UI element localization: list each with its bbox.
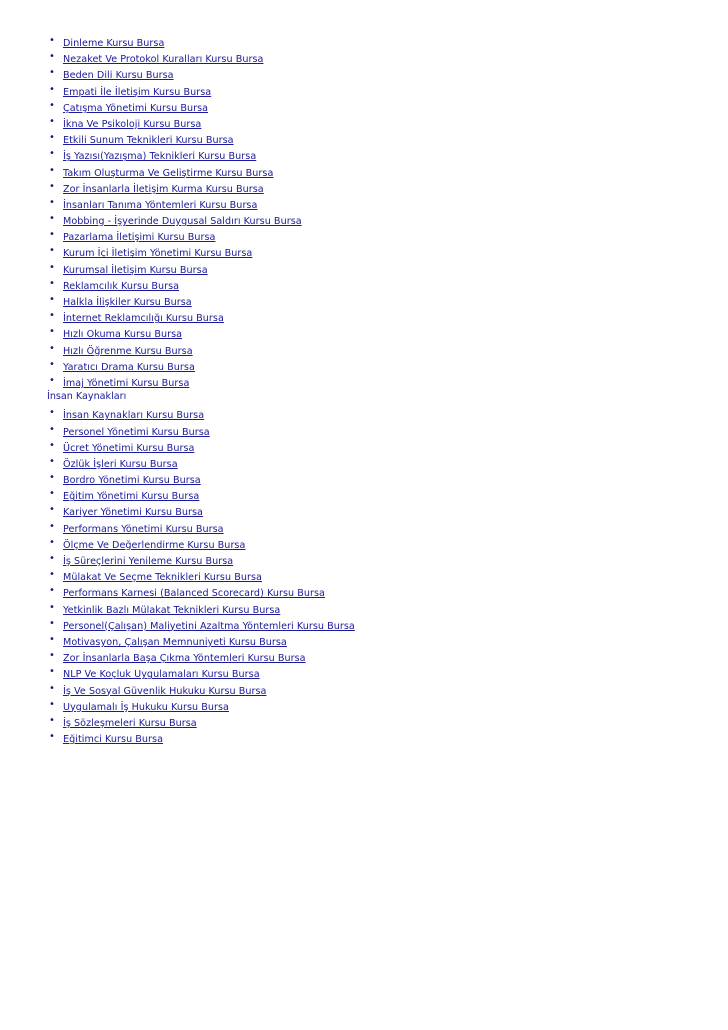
course-link[interactable]: Personel(Çalışan) Maliyetini Azaltma Yöntemleri Kursu Bursa [63,620,355,632]
bullet-icon: • [49,358,55,370]
course-link[interactable]: Bordro Yönetimi Kursu Bursa [63,475,201,487]
bullet-icon: • [49,569,55,581]
list-item [49,341,689,357]
list-item [49,470,689,486]
list-item [49,179,689,195]
bullet-icon: • [49,536,55,548]
course-link[interactable]: Performans Karnesi (Balanced Scorecard) Kursu Bursa [63,588,325,600]
course-link[interactable]: Özlük İşleri Kursu Bursa [63,458,178,470]
list-item [49,308,689,324]
course-link[interactable]: İmaj Yönetimi Kursu Bursa [63,377,190,389]
bullet-icon: • [49,164,55,176]
bullet-icon: • [49,407,55,419]
list-item [49,729,689,745]
bullet-icon: • [49,180,55,192]
list-item [49,664,689,680]
list-item [49,227,689,243]
list-item [49,681,689,697]
course-link[interactable]: Yetkinlik Bazlı Mülakat Teknikleri Kursu Bursa [63,604,281,616]
bullet-icon: • [49,115,55,127]
course-link[interactable]: Halkla İlişkiler Kursu Bursa [63,297,192,308]
bullet-icon: • [49,245,55,257]
bullet-icon: • [49,423,55,435]
hr-course-list [49,405,689,745]
list-item [49,583,689,599]
course-link[interactable]: İkna Ve Psikoloji Kursu Bursa [63,118,202,130]
course-link[interactable]: İş Yazısı(Yazışma) Teknikleri Kursu Bursa [63,151,257,163]
course-link[interactable]: Mülakat Ve Seçme Teknikleri Kursu Bursa [63,572,262,584]
document-page [49,33,689,745]
bullet-icon: • [49,698,55,710]
course-link[interactable]: Etkili Sunum Teknikleri Kursu Bursa [63,135,234,147]
course-link[interactable]: Yaratıcı Drama Kursu Bursa [63,361,195,373]
bullet-icon: • [49,83,55,95]
course-link[interactable]: Personel Yönetimi Kursu Bursa [63,426,210,438]
course-link[interactable]: Dinleme Kursu Bursa [63,38,165,49]
list-item [49,65,689,81]
course-link[interactable]: Ücret Yönetimi Kursu Bursa [63,442,195,454]
bullet-icon: • [49,261,55,273]
bullet-icon: • [49,617,55,629]
course-link[interactable]: Beden Dili Kursu Bursa [63,70,174,82]
course-link[interactable]: Ölçme Ve Değerlendirme Kursu Bursa [63,539,246,551]
course-link[interactable]: İş Süreçlerini Yenileme Kursu Bursa [63,556,234,567]
bullet-icon: • [49,196,55,208]
course-link[interactable]: Zor İnsanlarla Başa Çıkma Yöntemleri Kursu Bursa [63,653,306,665]
bullet-icon: • [49,213,55,225]
course-link[interactable]: NLP Ve Koçluk Uygulamaları Kursu Bursa [63,669,260,681]
list-item [49,535,689,551]
list-item [49,713,689,729]
list-item [49,211,689,227]
list-item [49,438,689,454]
section-heading-insan-kaynaklari: İnsan Kaynakları [47,391,127,403]
bullet-icon: • [49,67,55,79]
course-link[interactable]: İnsan Kaynakları Kursu Bursa [63,410,205,422]
list-item [49,276,689,292]
bullet-icon: • [49,714,55,726]
list-item [49,130,689,146]
bullet-icon: • [49,35,55,46]
bullet-icon: • [49,666,55,678]
bullet-icon: • [49,374,55,386]
list-item [49,82,689,98]
list-item [49,33,689,49]
bullet-icon: • [49,650,55,662]
bullet-icon: • [49,633,55,645]
bullet-icon: • [49,326,55,338]
course-link[interactable]: Kariyer Yönetimi Kursu Bursa [63,507,203,519]
list-item [49,616,689,632]
communication-course-list [49,33,689,389]
list-item [49,405,689,421]
bullet-icon: • [49,488,55,500]
course-link[interactable]: Nezaket Ve Protokol Kuralları Kursu Bursa [63,54,264,66]
list-item [49,422,689,438]
bullet-icon: • [49,585,55,597]
course-link[interactable]: Pazarlama İletişimi Kursu Bursa [63,232,216,244]
list-item [49,195,689,211]
list-item [49,600,689,616]
course-link[interactable]: Hızlı Öğrenme Kursu Bursa [63,345,193,357]
list-item [49,519,689,535]
bullet-icon: • [49,553,55,564]
list-item [49,324,689,340]
list-item [49,502,689,518]
bullet-icon: • [49,132,55,144]
list-item [49,49,689,65]
list-item [49,260,689,276]
course-link[interactable]: Çatışma Yönetimi Kursu Bursa [63,102,209,114]
list-item [49,146,689,162]
list-item [49,292,689,308]
course-link[interactable]: Empati İle İletişim Kursu Bursa [63,86,212,98]
bullet-icon: • [49,51,55,63]
course-link[interactable]: Takım Oluşturma Ve Geliştirme Kursu Bursa [63,167,274,179]
bullet-icon: • [49,277,55,289]
course-link[interactable]: Reklamcılık Kursu Bursa [63,280,180,292]
bullet-icon: • [49,439,55,451]
course-link[interactable]: Motivasyon, Çalışan Memnuniyeti Kursu Bursa [63,636,287,648]
bullet-icon: • [49,455,55,467]
list-item [49,567,689,583]
bullet-icon: • [49,731,55,743]
list-item [49,454,689,470]
course-link[interactable]: İnternet Reklamcılığı Kursu Bursa [63,313,224,325]
course-link[interactable]: Kurumsal İletişim Kursu Bursa [63,264,208,276]
bullet-icon: • [49,294,55,305]
course-link[interactable]: Uygulamalı İş Hukuku Kursu Bursa [63,701,229,713]
bullet-icon: • [49,99,55,111]
bullet-icon: • [49,472,55,484]
bullet-icon: • [49,504,55,516]
course-link[interactable]: İş Sözleşmeleri Kursu Bursa [63,717,197,729]
course-link[interactable]: İş Ve Sosyal Güvenlik Hukuku Kursu Bursa [63,685,267,697]
list-item [49,163,689,179]
list-item [49,632,689,648]
list-item [49,648,689,664]
course-link[interactable]: Eğitim Yönetimi Kursu Bursa [63,491,200,503]
bullet-icon: • [49,342,55,354]
bullet-icon: • [49,310,55,322]
list-item [49,373,689,389]
list-item [49,551,689,567]
course-link[interactable]: Eğitimci Kursu Bursa [63,734,164,746]
bullet-icon: • [49,601,55,613]
list-item [49,243,689,259]
list-item [49,486,689,502]
course-link[interactable]: Mobbing - İşyerinde Duygusal Saldırı Kursu Bursa [63,216,302,228]
bullet-icon: • [49,148,55,160]
course-link[interactable]: Zor İnsanlarla İletişim Kurma Kursu Bursa [63,183,264,195]
course-link[interactable]: Hızlı Okuma Kursu Bursa [63,329,183,341]
list-item [49,98,689,114]
course-link[interactable]: Performans Yönetimi Kursu Bursa [63,523,224,535]
bullet-icon: • [49,229,55,241]
list-item [49,357,689,373]
list-item [49,697,689,713]
list-item [49,114,689,130]
course-link[interactable]: Kurum İçi İletişim Yönetimi Kursu Bursa [63,248,253,260]
bullet-icon: • [49,520,55,532]
course-link[interactable]: İnsanları Tanıma Yöntemleri Kursu Bursa [63,199,258,211]
bullet-icon: • [49,682,55,694]
